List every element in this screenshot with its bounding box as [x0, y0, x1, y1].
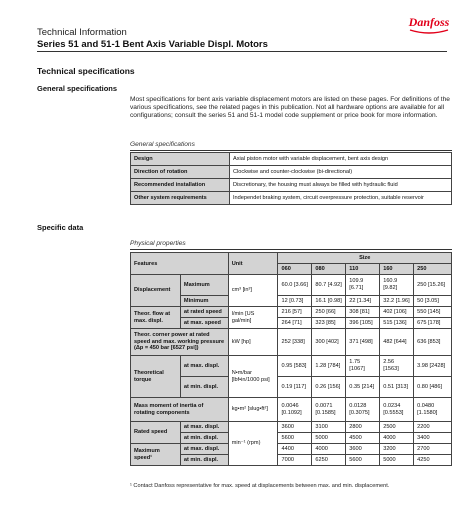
- value-cell: 16.1 [0.98]: [312, 296, 346, 307]
- value-cell: 2800: [346, 422, 380, 433]
- row-label: Recommended installation: [131, 179, 230, 192]
- table-row: [131, 398, 452, 422]
- header-rule: [37, 51, 447, 52]
- value-cell: 250 [15.26]: [414, 275, 452, 296]
- value-cell: 0.0128 [0.3075]: [346, 398, 380, 422]
- value-cell: 515 [136]: [380, 318, 414, 329]
- unit-cell: kg•m² [slug•ft²]: [228, 398, 278, 422]
- condition-label: at max. displ.: [180, 356, 228, 377]
- value-cell: 323 [85]: [312, 318, 346, 329]
- features-header: Features: [131, 253, 229, 275]
- row-value: Independet braking system, circuit overpressure protection, suitable reservoir: [230, 192, 452, 205]
- value-cell: 5000: [312, 433, 346, 444]
- table-row: [131, 192, 452, 205]
- value-cell: 4000: [380, 433, 414, 444]
- condition-label: at rated speed: [180, 307, 228, 318]
- condition-label: at min. displ.: [180, 433, 228, 444]
- value-cell: 3600: [278, 422, 312, 433]
- section-title: Technical specifications: [37, 66, 135, 76]
- feature-label: Theoretical torque: [131, 356, 181, 398]
- value-cell: 4250: [414, 455, 452, 466]
- value-cell: 0.0480 [1.1580]: [414, 398, 452, 422]
- value-cell: 216 [57]: [278, 307, 312, 318]
- value-cell: 252 [338]: [278, 329, 312, 356]
- feature-label: Displacement: [131, 275, 181, 307]
- table-row: [131, 307, 452, 318]
- table-row: [131, 179, 452, 192]
- value-cell: 50 [3.05]: [414, 296, 452, 307]
- value-cell: 5600: [346, 455, 380, 466]
- svg-text:Danfoss: Danfoss: [408, 15, 450, 29]
- value-cell: 2700: [414, 444, 452, 455]
- value-cell: 0.35 [214]: [346, 377, 380, 398]
- unit-cell: l/min [US gal/min]: [228, 307, 278, 329]
- value-cell: 3100: [312, 422, 346, 433]
- condition-label: at min. displ.: [180, 455, 228, 466]
- value-cell: 7000: [278, 455, 312, 466]
- value-cell: 250 [66]: [312, 307, 346, 318]
- unit-header: Unit: [228, 253, 278, 275]
- value-cell: 1.28 [784]: [312, 356, 346, 377]
- value-cell: 0.0071 [0.1585]: [312, 398, 346, 422]
- table-row: [131, 422, 452, 433]
- specific-heading: Specific data: [37, 223, 84, 232]
- feature-label: Theor. corner power at rated speed and max. working pressure (Δp = 450 bar [6527 psi]): [131, 329, 229, 356]
- row-value: Axial piston motor with variable displacement, bent axis design: [230, 153, 452, 166]
- size-col-header: 080: [312, 264, 346, 275]
- footnote: ¹ Contact Danfoss representative for max. speed at displacements between max. and min. displacement.: [130, 483, 390, 489]
- value-cell: 1.75 [1067]: [346, 356, 380, 377]
- unit-cell: N•m/bar [lbf•in/1000 psi]: [228, 356, 278, 398]
- table-row: [131, 153, 452, 166]
- size-header: Size: [278, 253, 452, 264]
- size-col-header: 110: [346, 264, 380, 275]
- condition-label: at max. displ.: [180, 422, 228, 433]
- unit-cell: kW [hp]: [228, 329, 278, 356]
- condition-label: at max. displ.: [180, 444, 228, 455]
- physical-caption: Physical properties: [130, 240, 186, 247]
- value-cell: 80.7 [4.92]: [312, 275, 346, 296]
- unit-cell: min⁻¹ (rpm): [228, 422, 278, 466]
- table-row: [131, 329, 452, 356]
- document-title: Series 51 and 51-1 Bent Axis Variable Displ. Motors: [37, 39, 268, 50]
- general-heading: General specifications: [37, 84, 118, 93]
- size-col-header: 160: [380, 264, 414, 275]
- value-cell: 4500: [346, 433, 380, 444]
- feature-label: Theor. flow at max. displ.: [131, 307, 181, 329]
- value-cell: 0.19 [117]: [278, 377, 312, 398]
- value-cell: 550 [145]: [414, 307, 452, 318]
- value-cell: 482 [644]: [380, 329, 414, 356]
- general-caption: General specifications: [130, 141, 195, 148]
- value-cell: 3600: [346, 444, 380, 455]
- caption-rule: [130, 150, 452, 151]
- value-cell: 636 [853]: [414, 329, 452, 356]
- value-cell: 402 [106]: [380, 307, 414, 318]
- size-col-header: 060: [278, 264, 312, 275]
- value-cell: 22 [1.34]: [346, 296, 380, 307]
- value-cell: 675 [178]: [414, 318, 452, 329]
- unit-cell: cm³ [in³]: [228, 275, 278, 307]
- feature-label: Maximum speed¹: [131, 444, 181, 466]
- value-cell: 264 [71]: [278, 318, 312, 329]
- table-row: [131, 275, 452, 296]
- value-cell: 32.2 [1.96]: [380, 296, 414, 307]
- value-cell: 4400: [278, 444, 312, 455]
- condition-label: at min. displ.: [180, 377, 228, 398]
- condition-label: Maximum: [180, 275, 228, 296]
- value-cell: 371 [498]: [346, 329, 380, 356]
- general-spec-table: [130, 152, 452, 205]
- value-cell: 2200: [414, 422, 452, 433]
- value-cell: 6250: [312, 455, 346, 466]
- value-cell: 308 [81]: [346, 307, 380, 318]
- row-label: Other system requirements: [131, 192, 230, 205]
- condition-label: Minimum: [180, 296, 228, 307]
- value-cell: 0.0234 [0.5553]: [380, 398, 414, 422]
- row-label: Design: [131, 153, 230, 166]
- value-cell: 0.0046 [0.1092]: [278, 398, 312, 422]
- intro-paragraph: Most specifications for bent axis variable displacement motors are listed on these pages. For definitions of the various specifications, see the related pages in this publication. Not all hardware options are available for all configurations; consult the series 51 and 51-1 model code supplement or price book for more information.: [130, 96, 450, 120]
- table-row: [131, 444, 452, 455]
- value-cell: 0.95 [583]: [278, 356, 312, 377]
- danfoss-logo: [404, 11, 454, 39]
- value-cell: 12 [0.73]: [278, 296, 312, 307]
- value-cell: 109.9 [6.71]: [346, 275, 380, 296]
- value-cell: 160.9 [9.82]: [380, 275, 414, 296]
- condition-label: at max. speed: [180, 318, 228, 329]
- row-value: Clockwise and counter-clockwise (bi-directional): [230, 166, 452, 179]
- physical-properties-table: [130, 252, 452, 466]
- value-cell: 5600: [278, 433, 312, 444]
- header-category: Technical Information: [37, 27, 127, 38]
- table-row: [131, 356, 452, 377]
- size-col-header: 250: [414, 264, 452, 275]
- caption-rule: [130, 249, 452, 250]
- value-cell: 2500: [380, 422, 414, 433]
- row-value: Discretionary, the housing must always be filled with hydraulic fluid: [230, 179, 452, 192]
- value-cell: 4000: [312, 444, 346, 455]
- table-row: [131, 166, 452, 179]
- feature-label: Rated speed: [131, 422, 181, 444]
- value-cell: 0.26 [156]: [312, 377, 346, 398]
- value-cell: 3400: [414, 433, 452, 444]
- value-cell: 2.56 [1563]: [380, 356, 414, 377]
- value-cell: 396 [105]: [346, 318, 380, 329]
- value-cell: 60.0 [3.66]: [278, 275, 312, 296]
- value-cell: 0.51 [313]: [380, 377, 414, 398]
- value-cell: 5000: [380, 455, 414, 466]
- value-cell: 0.80 [486]: [414, 377, 452, 398]
- row-label: Direction of rotation: [131, 166, 230, 179]
- value-cell: 3200: [380, 444, 414, 455]
- value-cell: 300 [402]: [312, 329, 346, 356]
- feature-label: Mass moment of inertia of rotating components: [131, 398, 229, 422]
- value-cell: 3.98 [2428]: [414, 356, 452, 377]
